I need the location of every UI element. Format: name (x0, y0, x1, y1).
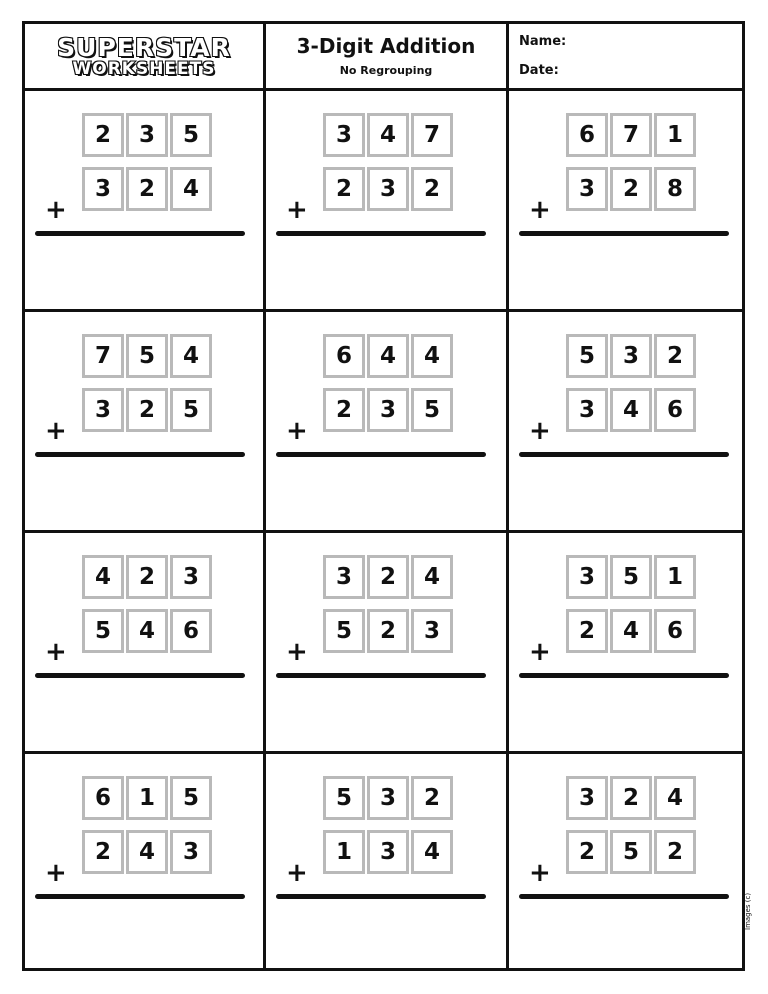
digit-box: 1 (126, 776, 168, 820)
digit-box: 4 (170, 334, 212, 378)
digit-box: 5 (82, 609, 124, 653)
digit-box: 2 (654, 334, 696, 378)
digit-box: 3 (367, 830, 409, 874)
digit-box: 2 (566, 609, 608, 653)
addition-problem (25, 533, 263, 751)
addend-bottom (323, 388, 455, 432)
answer-line (276, 673, 486, 678)
digit-box: 2 (82, 113, 124, 157)
addend-bottom (566, 388, 698, 432)
addend-top (323, 334, 455, 378)
addend-bottom (566, 609, 698, 653)
addend-top (82, 776, 214, 820)
addend-bottom (82, 830, 214, 874)
addend-bottom (82, 609, 214, 653)
digit-box: 4 (367, 334, 409, 378)
plus-sign: + (45, 416, 67, 446)
digit-box: 5 (566, 334, 608, 378)
digit-box: 8 (654, 167, 696, 211)
digit-box: 5 (323, 609, 365, 653)
digit-box: 7 (411, 113, 453, 157)
digit-box: 3 (610, 334, 652, 378)
digit-box: 4 (126, 830, 168, 874)
plus-sign: + (529, 416, 551, 446)
logo-line2: WORKSHEETS (72, 58, 216, 79)
digit-box: 7 (610, 113, 652, 157)
plus-sign: + (529, 637, 551, 667)
addend-bottom (566, 167, 698, 211)
logo-line1: SUPERSTAR (57, 32, 231, 62)
digit-box: 4 (411, 334, 453, 378)
addend-top (566, 334, 698, 378)
worksheet-subtitle: No Regrouping (339, 64, 433, 77)
digit-box: 5 (170, 388, 212, 432)
addend-top (566, 776, 698, 820)
digit-box: 6 (323, 334, 365, 378)
digit-box: 5 (610, 555, 652, 599)
digit-box: 4 (610, 388, 652, 432)
addend-top (566, 113, 698, 157)
addition-problem (266, 754, 504, 972)
digit-box: 4 (170, 167, 212, 211)
digit-box: 3 (411, 609, 453, 653)
digit-box: 5 (411, 388, 453, 432)
addend-bottom (82, 388, 214, 432)
digit-box: 3 (170, 555, 212, 599)
digit-box: 2 (323, 388, 365, 432)
digit-box: 2 (566, 830, 608, 874)
addend-top (82, 334, 214, 378)
superstar-logo (25, 24, 263, 88)
addend-top (82, 113, 214, 157)
plus-sign: + (529, 195, 551, 225)
digit-box: 3 (323, 113, 365, 157)
addend-bottom (323, 167, 455, 211)
answer-line (276, 894, 486, 899)
answer-line (35, 894, 245, 899)
digit-box: 6 (566, 113, 608, 157)
answer-line (519, 894, 729, 899)
digit-box: 2 (610, 776, 652, 820)
addition-problem (25, 312, 263, 530)
digit-box: 2 (323, 167, 365, 211)
addend-top (82, 555, 214, 599)
plus-sign: + (286, 195, 308, 225)
digit-box: 3 (367, 776, 409, 820)
digit-box: 3 (566, 555, 608, 599)
addend-top (323, 113, 455, 157)
addend-bottom (82, 167, 214, 211)
digit-box: 3 (367, 167, 409, 211)
addition-problem (509, 754, 747, 972)
addition-problem (266, 312, 504, 530)
digit-box: 4 (82, 555, 124, 599)
addend-top (323, 555, 455, 599)
addition-problem (509, 91, 747, 309)
digit-box: 5 (323, 776, 365, 820)
plus-sign: + (45, 195, 67, 225)
plus-sign: + (286, 858, 308, 888)
worksheet-title: 3-Digit Addition (296, 34, 476, 58)
digit-box: 4 (367, 113, 409, 157)
answer-line (35, 452, 245, 457)
digit-box: 1 (654, 113, 696, 157)
digit-box: 4 (126, 609, 168, 653)
digit-box: 2 (411, 776, 453, 820)
digit-box: 1 (654, 555, 696, 599)
digit-box: 3 (170, 830, 212, 874)
title-box (266, 24, 506, 88)
addition-problem (509, 533, 747, 751)
digit-box: 2 (82, 830, 124, 874)
digit-box: 3 (566, 167, 608, 211)
plus-sign: + (45, 637, 67, 667)
date-label: Date: (519, 63, 559, 78)
addend-top (566, 555, 698, 599)
digit-box: 3 (82, 388, 124, 432)
digit-box: 2 (126, 167, 168, 211)
answer-line (276, 231, 486, 236)
digit-box: 3 (566, 388, 608, 432)
addition-problem (509, 312, 747, 530)
digit-box: 4 (654, 776, 696, 820)
digit-box: 1 (323, 830, 365, 874)
digit-box: 7 (82, 334, 124, 378)
digit-box: 5 (170, 113, 212, 157)
worksheet (22, 21, 745, 971)
answer-line (35, 231, 245, 236)
digit-box: 2 (367, 609, 409, 653)
addend-top (323, 776, 455, 820)
digit-box: 3 (566, 776, 608, 820)
answer-line (519, 673, 729, 678)
digit-box: 5 (126, 334, 168, 378)
addend-bottom (323, 830, 455, 874)
name-label: Name: (519, 34, 567, 49)
digit-box: 5 (170, 776, 212, 820)
image-credit: Images (c) (744, 892, 752, 930)
digit-box: 3 (323, 555, 365, 599)
digit-box: 3 (126, 113, 168, 157)
digit-box: 6 (654, 609, 696, 653)
addend-bottom (323, 609, 455, 653)
digit-box: 4 (411, 830, 453, 874)
plus-sign: + (286, 416, 308, 446)
digit-box: 5 (610, 830, 652, 874)
digit-box: 2 (610, 167, 652, 211)
student-info (509, 24, 742, 88)
answer-line (35, 673, 245, 678)
addition-problem (25, 91, 263, 309)
digit-box: 6 (170, 609, 212, 653)
plus-sign: + (286, 637, 308, 667)
digit-box: 2 (367, 555, 409, 599)
digit-box: 4 (610, 609, 652, 653)
plus-sign: + (45, 858, 67, 888)
plus-sign: + (529, 858, 551, 888)
digit-box: 2 (654, 830, 696, 874)
digit-box: 2 (411, 167, 453, 211)
digit-box: 3 (82, 167, 124, 211)
digit-box: 3 (367, 388, 409, 432)
addition-problem (266, 533, 504, 751)
digit-box: 2 (126, 388, 168, 432)
digit-box: 4 (411, 555, 453, 599)
answer-line (519, 452, 729, 457)
digit-box: 2 (126, 555, 168, 599)
digit-box: 6 (82, 776, 124, 820)
answer-line (519, 231, 729, 236)
addend-bottom (566, 830, 698, 874)
addition-problem (25, 754, 263, 972)
addition-problem (266, 91, 504, 309)
digit-box: 6 (654, 388, 696, 432)
answer-line (276, 452, 486, 457)
